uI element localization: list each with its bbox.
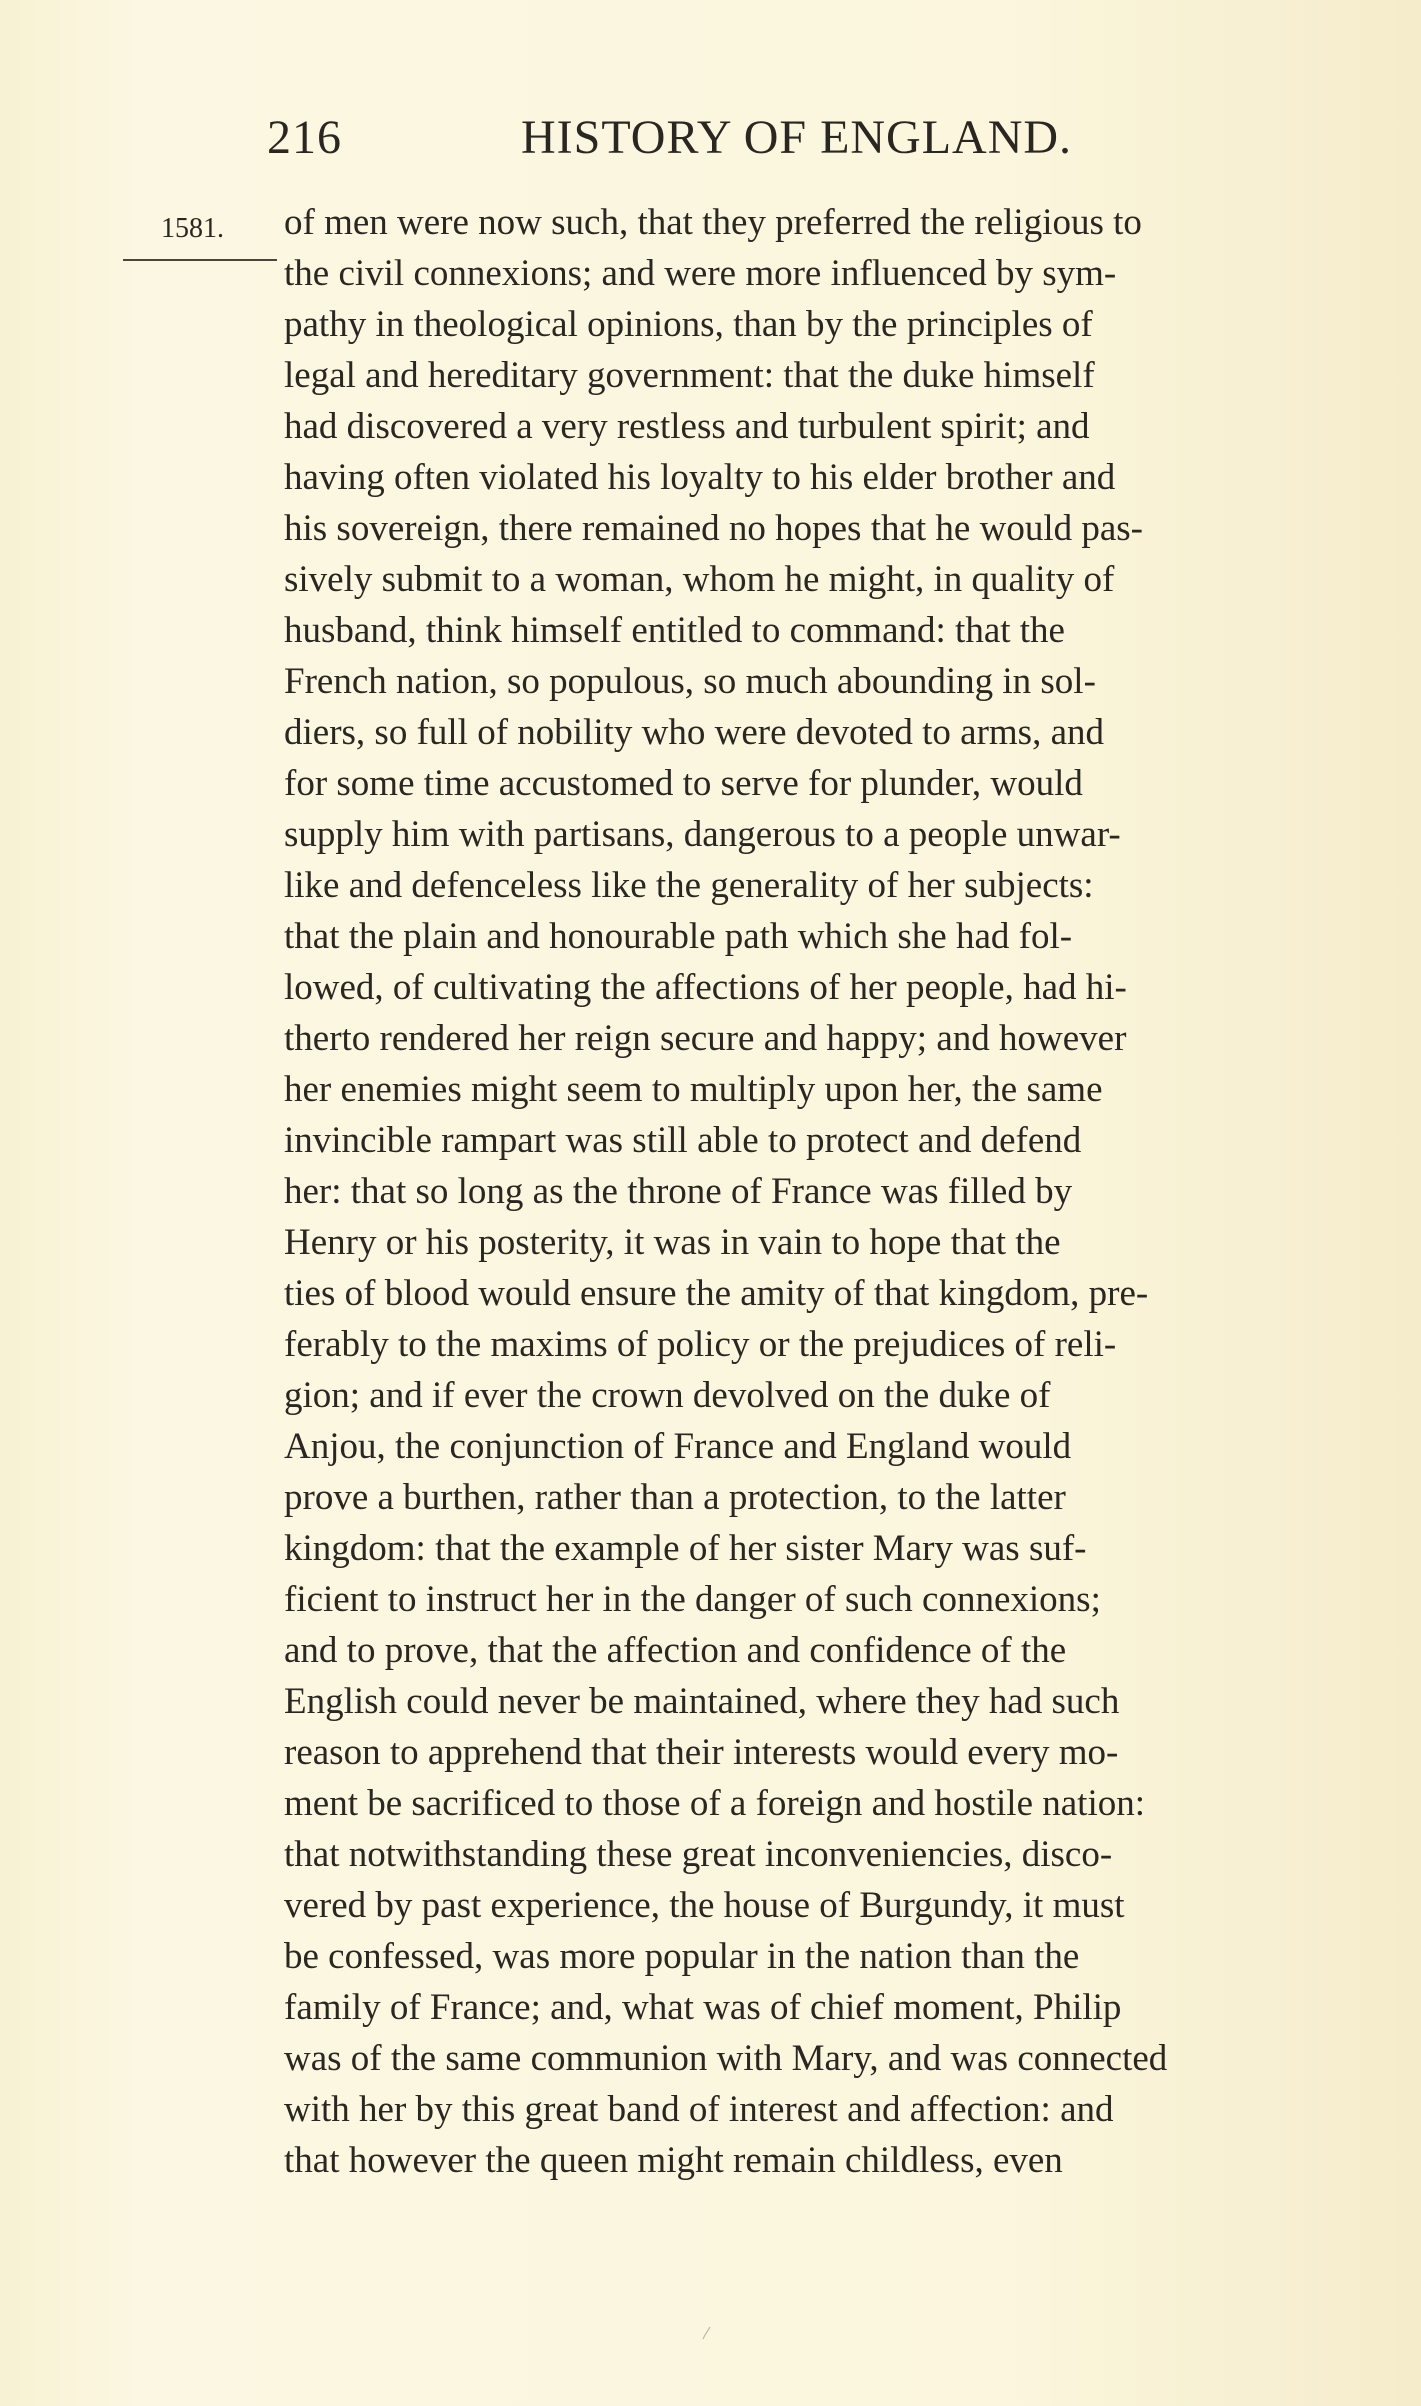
text-line: that notwithstanding these great inconveniencies, disco- [284, 1834, 1113, 1875]
text-line: supply him with partisans, dangerous to a people unwar- [284, 814, 1121, 855]
text-line: her enemies might seem to multiply upon her, the same [284, 1069, 1103, 1110]
text-line: diers, so full of nobility who were devoted to arms, and [284, 712, 1104, 753]
margin-year-note: 1581. [161, 213, 224, 244]
text-line: Anjou, the conjunction of France and England would [284, 1426, 1072, 1467]
page-number: 216 [267, 111, 342, 164]
text-line: ment be sacrificed to those of a foreign and hostile nation: [284, 1783, 1146, 1824]
running-title: HISTORY OF ENGLAND. [521, 111, 1073, 164]
text-line: with her by this great band of interest and affection: and [284, 2089, 1114, 2130]
text-line: legal and hereditary government: that the duke himself [284, 355, 1095, 396]
text-line: that the plain and honourable path which she had fol- [284, 916, 1073, 957]
text-line: lowed, of cultivating the affections of her people, had hi- [284, 967, 1127, 1008]
text-line: reason to apprehend that their interests would every mo- [284, 1732, 1119, 1773]
running-head [257, 110, 1107, 180]
text-line: having often violated his loyalty to his elder brother and [284, 457, 1116, 498]
text-line: French nation, so populous, so much abounding in sol- [284, 661, 1096, 702]
text-line: pathy in theological opinions, than by the principles of [284, 304, 1093, 345]
text-line: ficient to instruct her in the danger of such connexions; [284, 1579, 1101, 1620]
text-line: had discovered a very restless and turbulent spirit; and [284, 406, 1090, 447]
text-line: prove a burthen, rather than a protection, to the latter [284, 1477, 1066, 1518]
text-line: Henry or his posterity, it was in vain to hope that the [284, 1222, 1061, 1263]
text-line: English could never be maintained, where they had such [284, 1681, 1120, 1722]
paper-mark [701, 2326, 713, 2340]
text-line: his sovereign, there remained no hopes that he would pas- [284, 508, 1143, 549]
text-line: was of the same communion with Mary, and was connected [284, 2038, 1168, 2079]
text-line: gion; and if ever the crown devolved on the duke of [284, 1375, 1051, 1416]
text-line: like and defenceless like the generality of her subjects: [284, 865, 1094, 906]
text-line: for some time accustomed to serve for plunder, would [284, 763, 1083, 804]
text-line: the civil connexions; and were more influenced by sym- [284, 253, 1117, 294]
text-line: husband, think himself entitled to command: that the [284, 610, 1065, 651]
text-line: therto rendered her reign secure and happy; and however [284, 1018, 1127, 1059]
text-line: her: that so long as the throne of France was filled by [284, 1171, 1073, 1212]
text-line: family of France; and, what was of chief moment, Philip [284, 1987, 1122, 2028]
text-line: that however the queen might remain childless, even [284, 2140, 1063, 2181]
text-line: be confessed, was more popular in the nation than the [284, 1936, 1080, 1977]
text-line: kingdom: that the example of her sister Mary was suf- [284, 1528, 1087, 1569]
text-line: of men were now such, that they preferred the religious to [284, 202, 1142, 243]
text-line: sively submit to a woman, whom he might, in quality of [284, 559, 1115, 600]
text-line: invincible rampart was still able to protect and defend [284, 1120, 1082, 1161]
text-line: and to prove, that the affection and confidence of the [284, 1630, 1067, 1671]
text-line: ties of blood would ensure the amity of that kingdom, pre- [284, 1273, 1149, 1314]
margin-rule [123, 259, 277, 261]
text-line: ferably to the maxims of policy or the prejudices of reli- [284, 1324, 1117, 1365]
text-line: vered by past experience, the house of Burgundy, it must [284, 1885, 1125, 1926]
body-text [284, 197, 1336, 2186]
